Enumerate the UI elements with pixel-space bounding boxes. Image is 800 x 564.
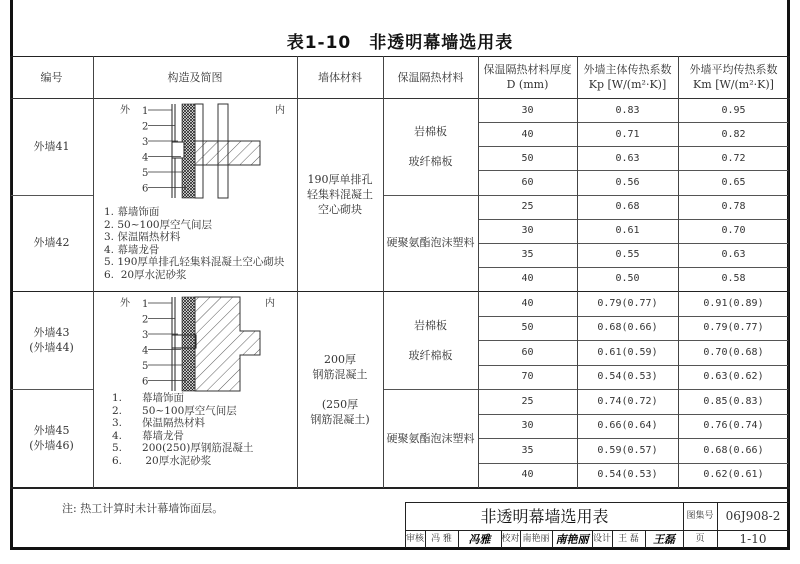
thickness-value: 30 [521,104,534,116]
kp-value: 0.61 [615,225,640,237]
wall-material: 190厚单排孔 轻集料混凝土 空心砌块 [307,173,373,216]
km-value: 0.63 [721,249,746,261]
page-label: 页 [695,533,705,544]
kp-value: 0.68 [615,201,640,213]
design-label: 设计 [592,533,611,544]
kp-value: 0.54(0.53) [597,371,658,383]
km-value: 0.82 [721,128,746,140]
svg-text:4: 4 [142,345,149,357]
page-title: 表1-10 非透明幕墙选用表 [286,33,514,53]
header-4: 保温隔热材料厚度 D (mm) [483,63,572,91]
kp-value: 0.68(0.66) [597,322,658,334]
thickness-value: 70 [521,371,534,383]
thickness-value: 50 [521,322,534,334]
page-number: 1-10 [739,531,767,546]
km-value: 0.79(0.77) [703,322,764,334]
km-value: 0.95 [721,104,746,116]
grid-line [297,56,298,488]
checker-signature: 南艳丽 [555,532,589,546]
grid-line [478,56,479,488]
wall-material: 200厚 钢筋混凝土 (250厚 钢筋混凝土) [310,352,370,426]
thickness-value: 40 [521,128,534,140]
svg-text:2: 2 [142,121,149,133]
grid-line [678,56,679,488]
thickness-value: 50 [521,152,534,164]
svg-text:3: 3 [142,137,149,148]
insulation-material: 岩棉板 玻纤棉板 [408,124,453,168]
wall-section-diagram [110,295,310,395]
grid-line [10,56,11,488]
header-3: 保温隔热材料 [397,70,464,84]
insulation-material: 岩棉板 玻纤棉板 [408,318,453,362]
km-value: 0.70 [721,225,746,237]
kp-value: 0.54(0.53) [597,469,658,481]
kp-value: 0.56 [615,176,640,188]
review-label: 审核 [405,533,424,544]
svg-text:外: 外 [120,105,130,116]
thickness-value: 40 [521,297,534,309]
svg-text:内: 内 [265,298,275,309]
thickness-value: 30 [521,225,534,237]
kp-value: 0.61(0.59) [597,346,658,358]
atlas-number: 06J908-2 [725,508,781,523]
thickness-value: 40 [521,273,534,285]
wall-id: 外墙42 [33,236,70,250]
kp-value: 0.79(0.77) [597,297,658,309]
designer-signature: 王磊 [653,532,675,546]
insulation-material: 硬聚氨酯泡沫塑料 [386,236,475,250]
thickness-value: 60 [521,346,534,358]
construction-legend: 1. 幕墙饰面 2. 50~100厚空气间层 3. 保温隔热材料 4. 幕墙龙骨 5. 190厚单排孔轻集料混凝土空心砌块 6. 20厚水泥砂浆 [104,206,285,281]
svg-text:1: 1 [142,299,149,310]
drawing-title: 非透明幕墙选用表 [480,506,609,526]
thickness-value: 40 [521,469,534,481]
wall-id: 外墙43 (外墙44) [29,326,74,354]
grid-line [788,56,789,488]
insulation-material: 硬聚氨酯泡沫塑料 [386,431,475,445]
grid-line [93,56,94,488]
km-value: 0.65 [721,176,746,188]
svg-text:1: 1 [142,106,149,117]
km-value: 0.58 [721,273,746,285]
km-value: 0.78 [721,201,746,213]
km-value: 0.85(0.83) [703,395,764,407]
grid-line [383,56,384,488]
km-value: 0.68(0.66) [703,444,764,456]
km-value: 0.62(0.61) [703,469,764,481]
designer-name: 王 磊 [618,533,639,544]
km-value: 0.91(0.89) [703,297,764,309]
header-0: 编号 [40,70,63,84]
construction-legend: 1. 幕墙饰面 2. 50~100厚空气间层 3. 保温隔热材料 4. 幕墙龙骨 5. 200(250)厚钢筋混凝土 6. 20厚水泥砂浆 [112,392,254,467]
svg-text:外: 外 [120,298,130,309]
thickness-value: 25 [521,201,534,213]
wall-id: 外墙41 [33,139,70,153]
kp-value: 0.55 [615,249,640,261]
svg-text:2: 2 [142,314,149,326]
kp-value: 0.63 [615,152,640,164]
thickness-value: 60 [521,176,534,188]
reviewer-name: 冯 雅 [431,533,452,544]
km-value: 0.70(0.68) [703,346,764,358]
svg-text:3: 3 [142,330,149,341]
grid-line [10,487,790,489]
atlas-label: 图集号 [686,510,714,521]
svg-text:5: 5 [142,168,149,179]
km-value: 0.63(0.62) [703,371,764,383]
kp-value: 0.71 [615,128,640,140]
thickness-value: 35 [521,249,534,261]
kp-value: 0.59(0.57) [597,444,658,456]
header-6: 外墙平均传热系数 Km [W/(m²·K)] [689,63,778,91]
header-5: 外墙主体传热系数 Kp [W/(m²·K)] [583,63,672,91]
reviewer-signature: 冯雅 [468,532,491,546]
svg-text:内: 内 [275,105,285,116]
svg-text:4: 4 [142,152,149,164]
wall-section-diagram [110,102,310,202]
header-2: 墙体材料 [318,70,362,84]
kp-value: 0.50 [615,273,640,285]
kp-value: 0.83 [615,104,640,116]
kp-value: 0.74(0.72) [597,395,658,407]
thickness-value: 35 [521,444,534,456]
header-1: 构造及简图 [167,70,223,84]
thickness-value: 25 [521,395,534,407]
svg-text:5: 5 [142,361,149,372]
check-label: 校对 [501,533,520,544]
wall-id: 外墙45 (外墙46) [29,424,74,452]
footnote: 注: 热工计算时未计幕墙饰面层。 [62,502,224,515]
kp-value: 0.66(0.64) [597,420,658,432]
km-value: 0.72 [721,152,746,164]
km-value: 0.76(0.74) [703,420,764,432]
checker-name: 南艳丽 [522,533,550,544]
svg-text:6: 6 [142,376,149,388]
svg-text:6: 6 [142,183,149,195]
grid-line [577,56,578,488]
thickness-value: 30 [521,420,534,432]
